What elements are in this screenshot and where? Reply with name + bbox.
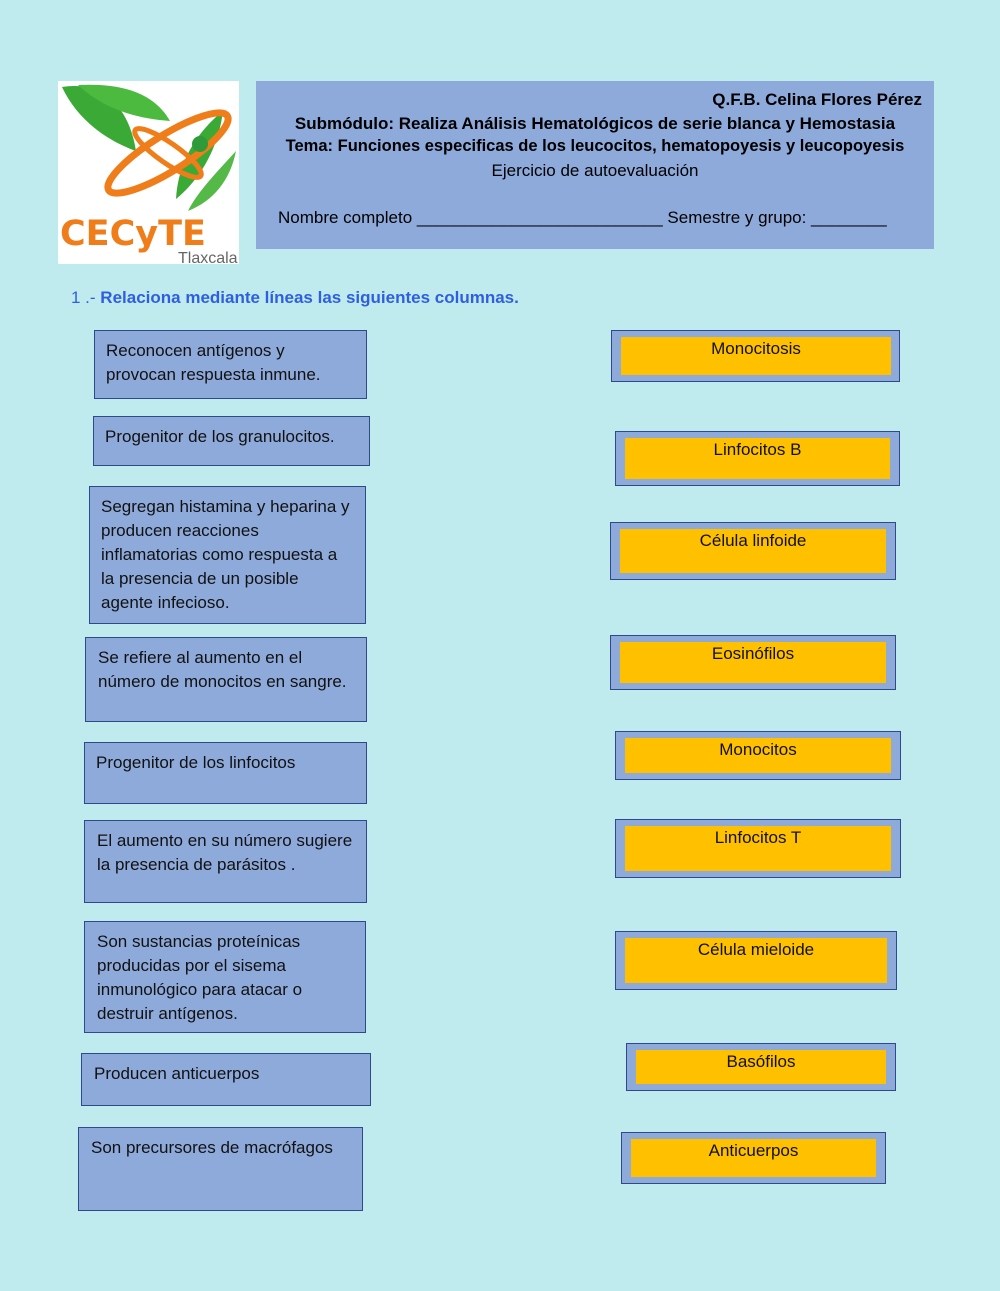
exercise-title: Ejercicio de autoevaluación xyxy=(491,161,699,180)
right-item-9[interactable] xyxy=(621,1132,886,1184)
left-item-1[interactable]: Reconocen antígenos y provocan respuesta inmune. xyxy=(94,330,367,399)
left-item-3[interactable]: Segregan histamina y heparina y producen reacciones inflamatorias como respuesta a la presencia de un posible agente infecioso. xyxy=(89,486,366,624)
right-item-7[interactable] xyxy=(615,931,897,990)
logo-text: CECyTE xyxy=(60,214,206,254)
left-item-6[interactable]: El aumento en su número sugiere la presencia de parásitos . xyxy=(84,820,367,903)
right-item-label: Monocitosis xyxy=(621,337,891,375)
logo-subtext: Tlaxcala xyxy=(178,250,238,264)
instruction-number: 1 .- xyxy=(71,288,101,307)
right-item-2[interactable] xyxy=(615,431,900,486)
right-item-label: Basófilos xyxy=(636,1050,886,1084)
right-item-label: Monocitos xyxy=(625,738,891,773)
submodule-title: Submódulo: Realiza Análisis Hematológicos de serie blanca y Hemostasia xyxy=(294,114,896,133)
instruction-text: Relaciona mediante líneas las siguientes columnas. xyxy=(100,288,519,307)
author-name: Q.F.B. Celina Flores Pérez xyxy=(712,90,922,109)
name-group-field[interactable]: Nombre completo __________________________ Semestre y grupo: ________ xyxy=(278,208,887,227)
right-item-label: Linfocitos B xyxy=(625,438,890,479)
topic-title: Tema: Funciones especificas de los leucocitos, hematopoyesis y leucopoyesis xyxy=(285,137,905,155)
left-item-8[interactable]: Producen anticuerpos xyxy=(81,1053,371,1106)
right-item-5[interactable] xyxy=(615,731,901,780)
left-item-4[interactable]: Se refiere al aumento en el número de monocitos en sangre. xyxy=(85,637,367,722)
right-item-6[interactable] xyxy=(615,819,901,878)
right-item-label: Linfocitos T xyxy=(625,826,891,871)
right-item-8[interactable] xyxy=(626,1043,896,1091)
instruction xyxy=(71,288,519,308)
left-item-2[interactable]: Progenitor de los granulocitos. xyxy=(93,416,370,466)
right-item-label: Célula mieloide xyxy=(625,938,887,983)
left-item-7[interactable]: Son sustancias proteínicas producidas por el sisema inmunológico para atacar o destruir antígenos. xyxy=(84,921,366,1033)
right-item-1[interactable] xyxy=(611,330,900,382)
cecyte-logo xyxy=(58,81,239,264)
right-item-label: Anticuerpos xyxy=(631,1139,876,1177)
left-item-9[interactable]: Son precursores de macrófagos xyxy=(78,1127,363,1211)
worksheet-header xyxy=(256,81,934,249)
right-item-3[interactable] xyxy=(610,522,896,580)
left-item-5[interactable]: Progenitor de los linfocitos xyxy=(84,742,367,804)
right-item-label: Célula linfoide xyxy=(620,529,886,573)
right-item-4[interactable] xyxy=(610,635,896,690)
right-item-label: Eosinófilos xyxy=(620,642,886,683)
